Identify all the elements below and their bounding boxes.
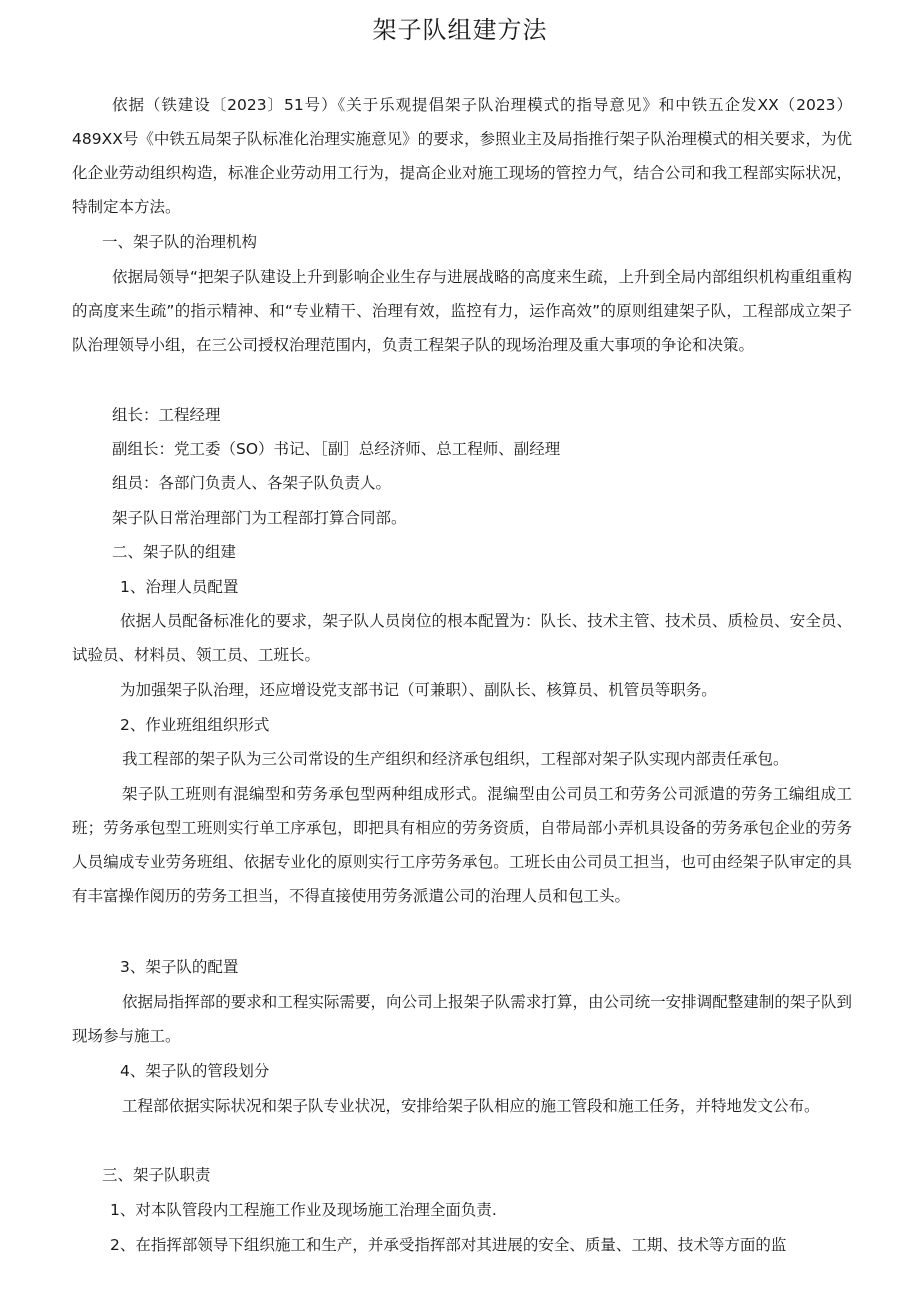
vice-leader-line: 副组长：党工委（SO）书记、［副］总经济师、总工程师、副经理 [112,440,561,458]
section-heading-2: 二、架子队的组建 [112,543,237,561]
paragraph-2: 依据人员配备标准化的要求，架子队人员岗位的根本配置为：队长、技术主管、技术员、质检员、安全员、试验员、材料员、领工员、工班长。 [72,612,852,664]
leader-line: 组长：工程经理 [112,406,221,424]
paragraph-1: 依据局领导“把架子队建设上升到影响企业生存与进展战略的高度来生疏，上升到全局内部组织机构重组重构的高度来生疏”的指示精神、和“专业精干、治理有效，监控有力，运作高效”的原则组建架子队，工程部成立架子队治理领导小组，在三公司授权治理范围内，负责工程架子队的现场治理及重大事项的争论和决策。 [72,268,852,354]
document-title: 架子队组建方法 [372,16,548,44]
intro-paragraph: 依据（铁建设〔2023〕51号）《关于乐观提倡架子队治理模式的指导意见》和中铁五企发XX（2023）489XX号《中铁五局架子队标准化治理实施意见》的要求，参照业主及局指推行架子队治理模式的相关要求，为优化企业劳动组织构造，标准企业劳动用工行为，提高企业对施工现场的管控力气，结合公司和我工程部实际状况，特制定本方法。 [72,96,852,216]
responsibility-1: 1、对本队管段内工程施工作业及现场施工治理全面负责. [110,1201,497,1219]
daily-dept-line: 架子队日常治理部门为工程部打算合同部。 [112,509,407,527]
subheading-2: 2、作业班组组织形式 [120,716,270,734]
paragraph-4: 我工程部的架子队为三公司常设的生产组织和经济承包组织，工程部对架子队实现内部责任承包。 [122,750,789,768]
subheading-4: 4、架子队的管段划分 [120,1062,270,1080]
paragraph-6: 依据局指挥部的要求和工程实际需要，向公司上报架子队需求打算，由公司统一安排调配整建制的架子队到现场参与施工。 [72,993,852,1045]
members-line: 组员：各部门负责人、各架子队负责人。 [112,474,392,492]
subheading-3: 3、架子队的配置 [120,958,239,976]
paragraph-5: 架子队工班则有混编型和劳务承包型两种组成形式。混编型由公司员工和劳务公司派遣的劳务工编组成工班；劳务承包型工班则实行单工序承包，即把具有相应的劳务资质，自带局部小弄机具设备的劳务承包企业的劳务人员编成专业劳务班组、依据专业化的原则实行工序劳务承包。工班长由公司员工担当，也可由经架子队审定的具有丰富操作阅历的劳务工担当，不得直接使用劳务派遣公司的治理人员和包工头。 [72,785,852,905]
subheading-1: 1、治理人员配置 [120,578,239,596]
paragraph-7: 工程部依据实际状况和架子队专业状况，安排给架子队相应的施工管段和施工任务，并特地发文公布。 [122,1097,820,1115]
responsibility-2: 2、在指挥部领导下组织施工和生产，并承受指挥部对其进展的安全、质量、工期、技术等方面的监 [110,1236,787,1254]
section-heading-1: 一、架子队的治理机构 [102,233,258,251]
section-heading-3: 三、架子队职责 [102,1166,211,1184]
paragraph-3: 为加强架子队治理，还应增设党支部书记（可兼职）、副队长、核算员、机管员等职务。 [120,681,717,699]
